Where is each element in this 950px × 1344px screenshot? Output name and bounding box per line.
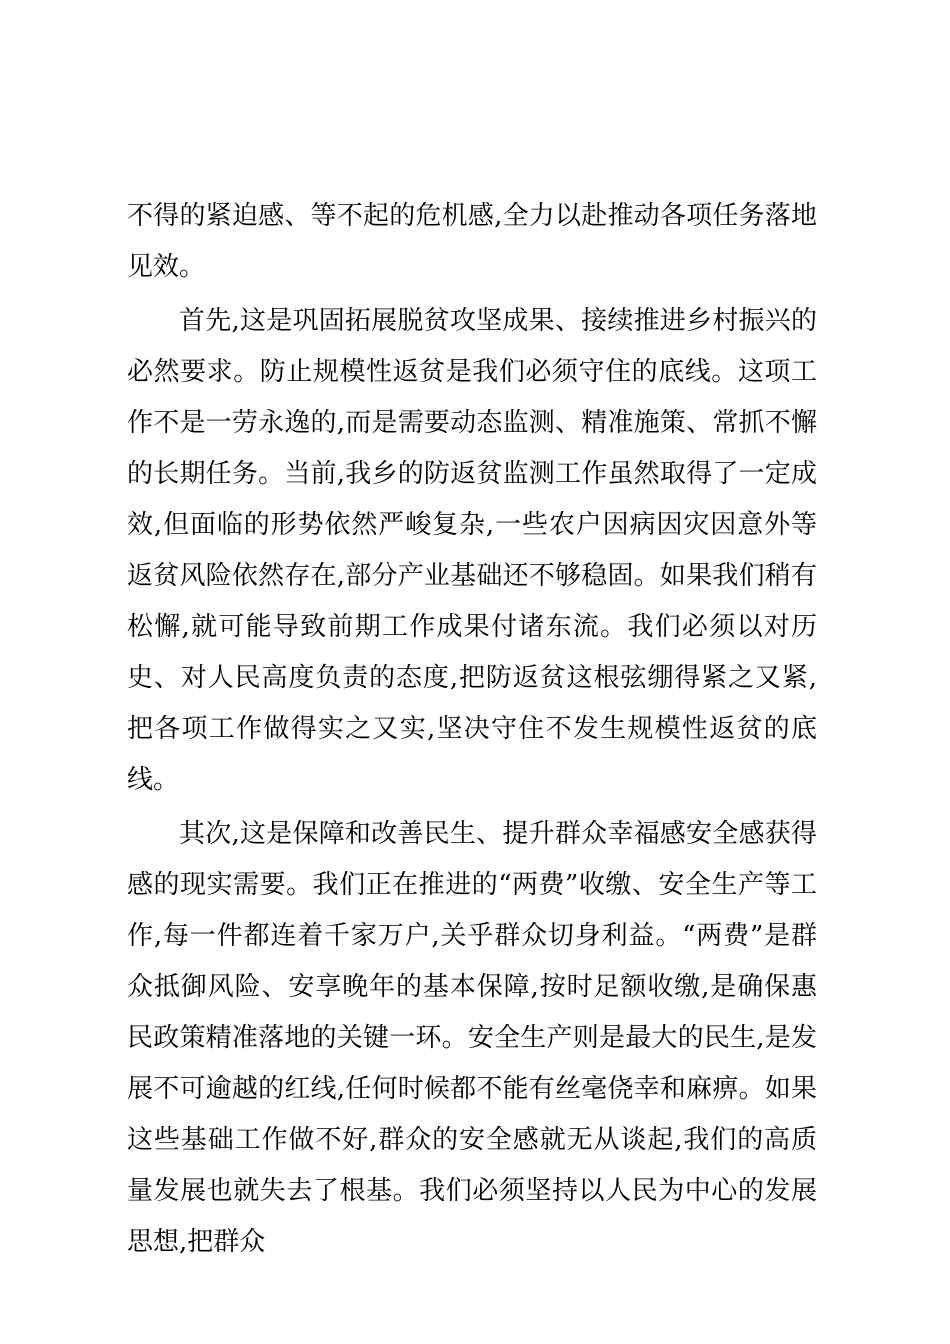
paragraph-second-point: 其次,这是保障和改善民生、提升群众幸福感安全感获得感的现实需要。我们正在推进的“两费”收缴、安全生产等工作,每一件都连着千家万户,关乎群众切身利益。“两费”是群众抵御风险、安享晚年的基本保障,按时足额收缴,是确保惠民政策精准落地的关键一环。安全生产则是最大的民生,是发展不可逾越的红线,任何时候都不能有丝毫侥幸和麻痹。如果这些基础工作做不好,群众的安全感就无从谈起,我们的高质量发展也就失去了根基。我们必须坚持以人民为中心的发展思想,把群众 [127,819,817,1257]
paragraph-first-point: 首先,这是巩固拓展脱贫攻坚成果、接续推进乡村振兴的必然要求。防止规模性返贫是我们必须守住的底线。这项工作不是一劳永逸的,而是需要动态监测、精准施策、常抓不懈的长期任务。当前,我乡的防返贫监测工作虽然取得了一定成效,但面临的形势依然严峻复杂,一些农户因病因灾因意外等返贫风险依然存在,部分产业基础还不够稳固。如果我们稍有松懈,就可能导致前期工作成果付诸东流。我们必须以对历史、对人民高度负责的态度,把防返贫这根弦绷得紧之又紧,把各项工作做得实之又实,坚决守住不发生规模性返贫的底线。 [127,306,817,795]
document-body [127,191,817,1268]
paragraph-continuation: 不得的紧迫感、等不起的危机感,全力以赴推动各项任务落地见效。 [127,201,817,282]
